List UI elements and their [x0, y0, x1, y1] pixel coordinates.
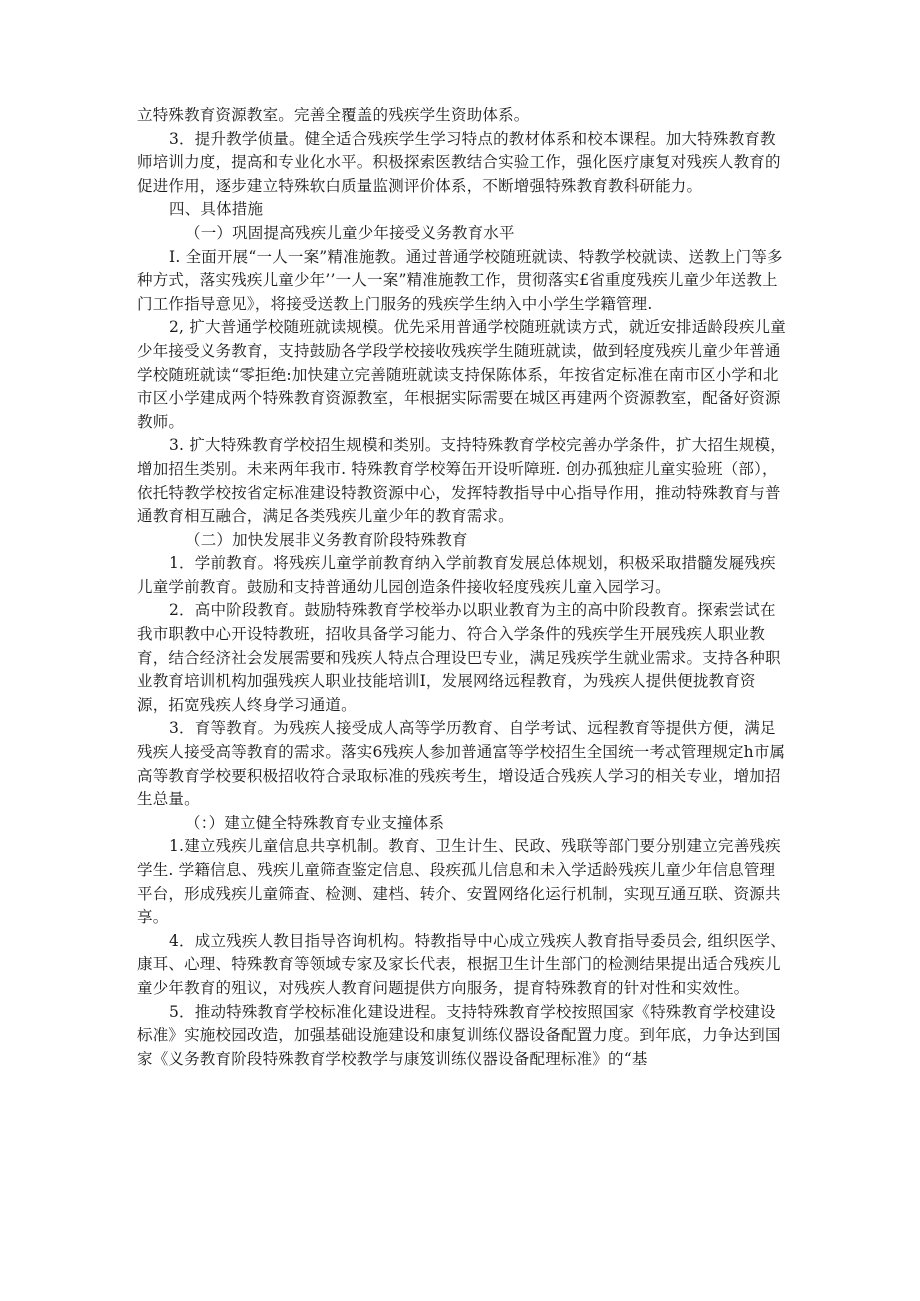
paragraph-inclusive-schooling: 2, 扩大普通学校随班就读规模。优先采用普通学校随班就读方式，就近安排适龄段疾儿童少年接受义务教育，支持鼓励各学段学校接收残疾学生随班就读，做到轻度残疾儿童少年普通学校随班就读“零拒绝:加快建立完善随班就读支持保陈体系，年按省定标准在南市区小学和北市区小学建成两个特殊教育资源教室，年根据实际需要在城区再建两个资源教室，配备好资源教师。: [137, 318, 786, 431]
paragraph-info-sharing: 1.建立残疾儿童信息共享机制。教育、卫生计生、民政、残联等部门要分别建立完善残疾学生. 学籍信息、残疾儿童筛查鉴定信息、段疾孤儿信息和未入学适龄残疾儿童少年信息管理平台，形成残疾儿童筛査、检测、建档、转介、安置网络化运行机制，实现互通互联、资源共享。: [137, 837, 781, 927]
paragraph-higher-education: 3．育等教育。为残疾人接受成人高等学历教育、自学考试、远程教育等提供方便，满足残疾人接受高等教育的需求。落实6残疾人参加普通富等学校招生全国统一考忒管理规定h市属高等教育学校要积极招收符合录取标准的残疾考生，增设适合残疾人学习的相关专业，增加招生总量。: [137, 719, 786, 809]
paragraph-one-person-one-plan: I. 全面开展“一人一案”精准施教。通过普通学校随班就读、特教学校就读、送教上门等多种方式，落实残疾儿童少年’’一人一案”精准施教工作，贯彻落实£省重度残疾儿童少年送教上门工作指导意见》，将接受送教上门服务的残疾学生纳入中小学生学籍管理.: [137, 247, 783, 313]
paragraph-high-school-education: 2．高中阶段教育。鼓励特殊教育学校举办以职业教育为主的高中阶段教育。探索尝试在我市职教中心开设特教班，招收具备学习能力、符合入学条件的残疾学生开展残疾人职业教育，结合经济社会发展需要和残疾人特点合理设巴专业，满足残疾学生就业需求。支持各种职业教育培训机构加强残疾人职业技能培训I，发展网络远程教育，为残疾人提供便拢教育资源，拓宽残疾人终身学习通道。: [137, 601, 781, 714]
paragraph-improve-teaching-quality: 3．提升教学侦量。健全适合残疾学生学习特点的教材体系和校本课程。加大特殊教育教师培训力度，提高和专业化水平。积极探索医教结合实验工作，强化医疗康复对残疾人教育的促进作用，逐步建立特殊软白质量监测评价体系，不断增强特殊教育教科研能力。: [137, 129, 781, 195]
subsection-heading-non-compulsory: （二）加快发展非义务教育阶段特殊教育: [185, 530, 468, 549]
subsection-heading-compulsory-education: （一）巩固提高残疾儿童少年接受义务教育水平: [185, 223, 515, 242]
document-body: [137, 104, 787, 1071]
paragraph-standardization: 5．推动特殊教育学校标准化建设进程。支持特殊教育学校按照国家《特殊教育学校建设标准》实施校园改造，加强基础设施建设和康复训练仪器设备配置力度。到年底，力争达到国家《义务教育阶段特殊教育学校教学与康笈训练仪器设备配理标准》的“基: [137, 1002, 781, 1068]
paragraph-special-school-enrollment: 3. 扩大特殊教育学校招生规模和类别。支持特殊教育学校完善办学条件，扩大招生规模，增加招生类别。未来两年我市. 特殊教育学校筹缶开设听障班. 创办孤独症儿童实验班（部），依托特教学校按省定标准建设特教资源中心，发挥特教指导中心指导作用，推动特殊教育与普通教育相互融合，满足各类残疾儿童少年的教育需求。: [137, 436, 786, 526]
paragraph-continuation: 立特殊教育资源教室。完善全覆盖的残疾学生资助体系。: [137, 106, 530, 124]
paragraph-guidance-agency: 4．成立残疾人教目指导咨询机构。特教指导中心成立残疾人教育指导委员会, 组织医学、康耳、心理、特殊教育等领域专家及家长代表，根据卫生计生部门的检测结果提出适合残疾儿童少年教育的殂议，对残疾人教育问题提供方向服务，提育特殊教育的针对性和实效性。: [137, 931, 786, 997]
subsection-heading-support-system: （：）建立健全特殊教育专业支撞体系: [185, 813, 445, 832]
paragraph-preschool-education: 1．学前教育。将残疾儿童学前教育纳入学前教育发展总体规划，积极采取措髓发屣残疾儿童学前教育。鼓励和支持普通幼儿园创造条件接收轻度残疾儿童入园学习。: [137, 554, 776, 596]
section-heading-specific-measures: 四、具体措施: [169, 200, 264, 219]
